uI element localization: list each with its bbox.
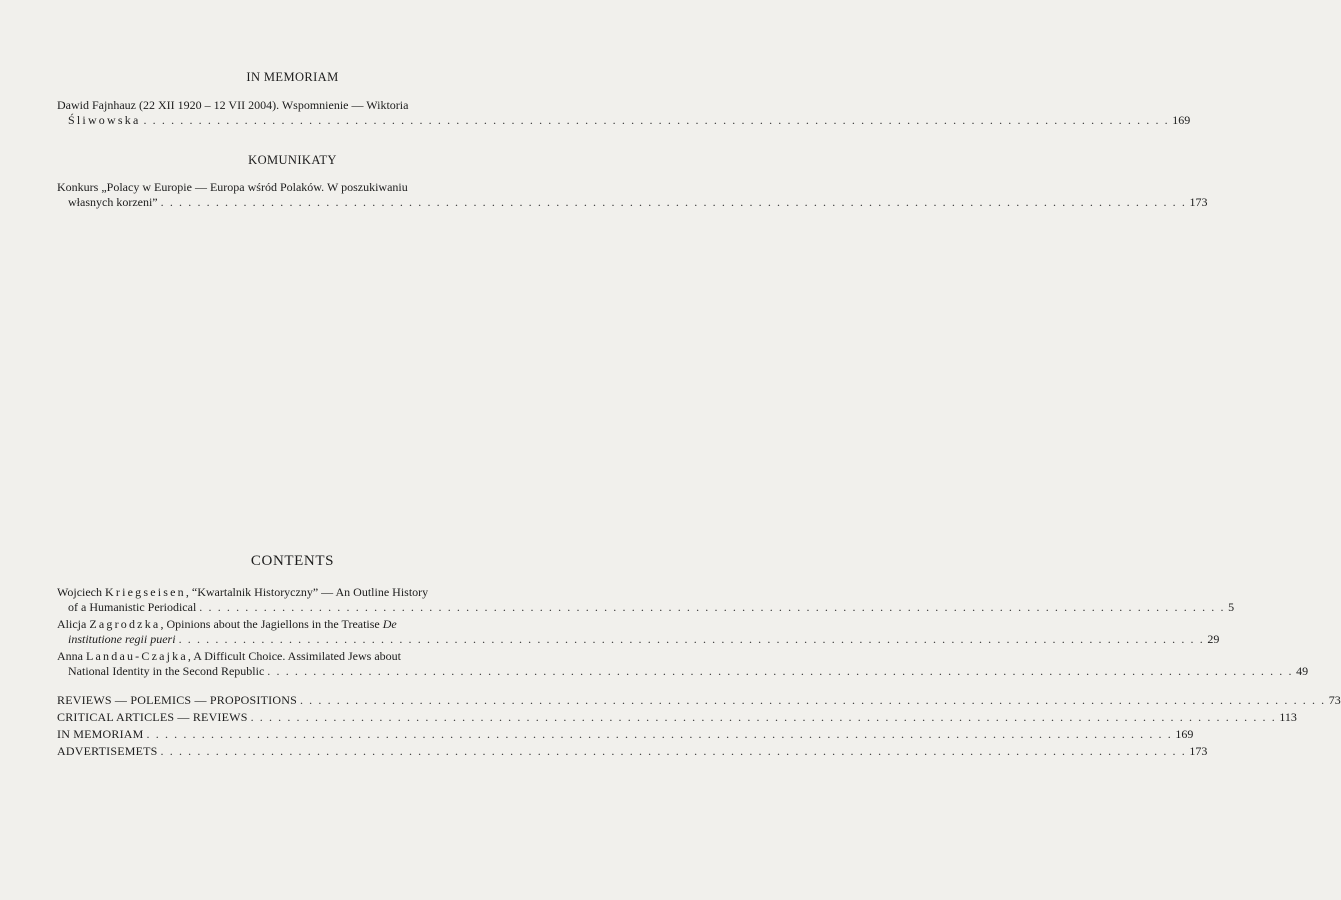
entry-title-cont: National Identity in the Second Republic <box>68 664 265 678</box>
leader-dots <box>179 632 1205 647</box>
in-memoriam-entry <box>57 98 1191 128</box>
entry-title-cont: of a Humanistic Periodical <box>68 600 197 614</box>
entry-title: , A Difficult Choice. Assimilated Jews about <box>187 649 401 663</box>
author-first: Wojciech <box>57 585 106 599</box>
entry-title: Konkurs „Polacy w Europie — Europa wśród Polaków. W poszukiwaniu <box>57 180 408 194</box>
author-first: Alicja <box>57 617 90 631</box>
section-row <box>57 692 1341 709</box>
leader-dots <box>199 600 1225 615</box>
entry-author: Śliwowska <box>68 113 141 127</box>
page-number: 5 <box>1228 600 1235 614</box>
entry-title: Dawid Fajnhauz (22 XII 1920 – 12 VII 2004). Wspomnienie — Wiktoria <box>57 98 409 112</box>
leader-dots <box>143 113 1169 128</box>
section-row <box>57 709 1297 726</box>
entry-title-cont: institutione regii pueri <box>68 632 176 646</box>
page-number: 169 <box>1175 727 1194 741</box>
entry-title: , Opinions about the Jagiellons in the Treatise <box>160 617 383 631</box>
page-number: 173 <box>1189 744 1208 758</box>
entry-title-italic: De <box>382 617 397 631</box>
leader-dots <box>161 195 1187 210</box>
author-last: Zagrodzka <box>89 617 161 631</box>
in-memoriam-heading: IN MEMORIAM <box>246 70 339 84</box>
contents-entry <box>57 617 1220 647</box>
leader-dots <box>251 709 1277 726</box>
section-label: REVIEWS — POLEMICS — PROPOSITIONS <box>57 693 297 707</box>
author-last: Kriegseisen <box>105 585 186 599</box>
section-row <box>57 726 1194 743</box>
entry-title-cont: własnych korzeni” <box>68 195 158 209</box>
section-list <box>57 692 1341 760</box>
section-label: CRITICAL ARTICLES — REVIEWS <box>57 710 248 724</box>
author-last: Landau-Czajka <box>86 649 188 663</box>
page-number: 49 <box>1296 664 1309 678</box>
page-number: 173 <box>1189 195 1208 209</box>
author-first: Anna <box>57 649 86 663</box>
section-row <box>57 743 1208 760</box>
komunikaty-entry <box>57 180 1208 210</box>
contents-heading: CONTENTS <box>250 553 335 569</box>
page-number: 169 <box>1172 113 1191 127</box>
page-number: 73 <box>1328 693 1341 707</box>
leader-dots <box>147 726 1173 743</box>
page-number: 29 <box>1207 632 1220 646</box>
entry-title: , “Kwartalnik Historyczny” — An Outline History <box>185 585 429 599</box>
komunikaty-heading: KOMUNIKATY <box>248 153 337 167</box>
contents-entry <box>57 649 1309 679</box>
leader-dots <box>300 692 1326 709</box>
leader-dots <box>267 664 1293 679</box>
page-number: 113 <box>1279 710 1297 724</box>
section-label: ADVERTISEMETS <box>57 744 158 758</box>
leader-dots <box>161 743 1187 760</box>
contents-entry <box>57 585 1235 615</box>
section-label: IN MEMORIAM <box>57 727 144 741</box>
